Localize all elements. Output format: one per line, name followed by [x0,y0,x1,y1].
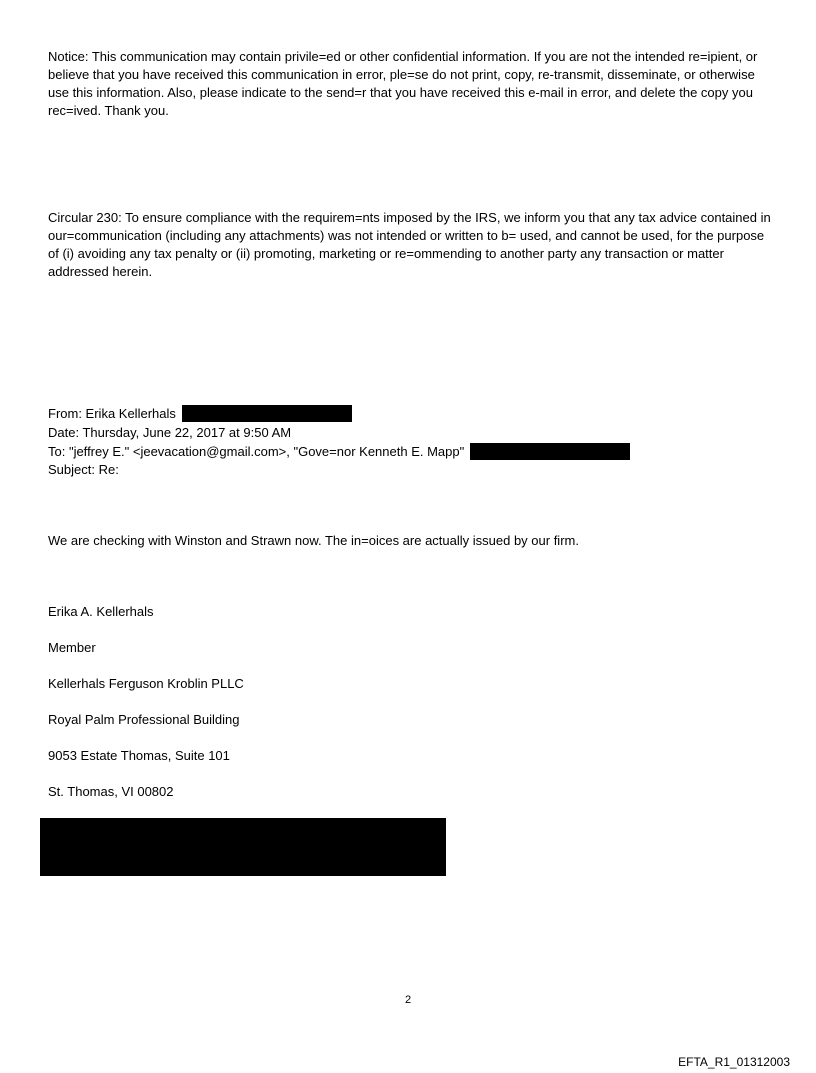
signature-street: 9053 Estate Thomas, Suite 101 [48,748,230,763]
document-id: EFTA_R1_01312003 [678,1055,790,1069]
email-to-text: To: "jeffrey E." <jeevacation@gmail.com>, "Gove=nor Kenneth E. Mapp" [48,444,465,459]
redacted-to-address [470,443,630,460]
signature-title: Member [48,640,96,655]
email-subject-line: Subject: Re: [48,462,119,477]
signature-name: Erika A. Kellerhals [48,604,154,619]
signature-firm: Kellerhals Ferguson Kroblin PLLC [48,676,244,691]
signature-building: Royal Palm Professional Building [48,712,240,727]
email-from-text: From: Erika Kellerhals [48,406,176,421]
email-date-line: Date: Thursday, June 22, 2017 at 9:50 AM [48,425,292,440]
circular-230-disclaimer: Circular 230: To ensure compliance with the requirem=nts imposed by the IRS, we inform you that any tax advice contained in our=communication (including any attachments) was not intended or written to b= used, and cannot be used, for the purpose of (i) avoiding any tax penalty or (ii) promoting, marketing or re=ommending to another party any transaction or matter addressed herein. [48,210,771,279]
email-body: We are checking with Winston and Strawn now. The in=oices are actually issued by our firm. [48,533,579,548]
email-from-line [48,405,352,423]
signature-city: St. Thomas, VI 00802 [48,784,174,799]
email-to-line [48,443,630,461]
confidentiality-notice: Notice: This communication may contain privile=ed or other confidential information. If you are not the intended re=ipient, or believe that you have received this communication in error, ple=se do not print, copy, re-transmit, disseminate, or otherwise use this information. Also, please indicate to the send=r that you have received this e-mail in error, and delete the copy you rec=ived. Thank you. [48,49,758,118]
redacted-signature-block [40,818,446,876]
page-number: 2 [404,994,412,1006]
redacted-from-address [182,405,352,422]
